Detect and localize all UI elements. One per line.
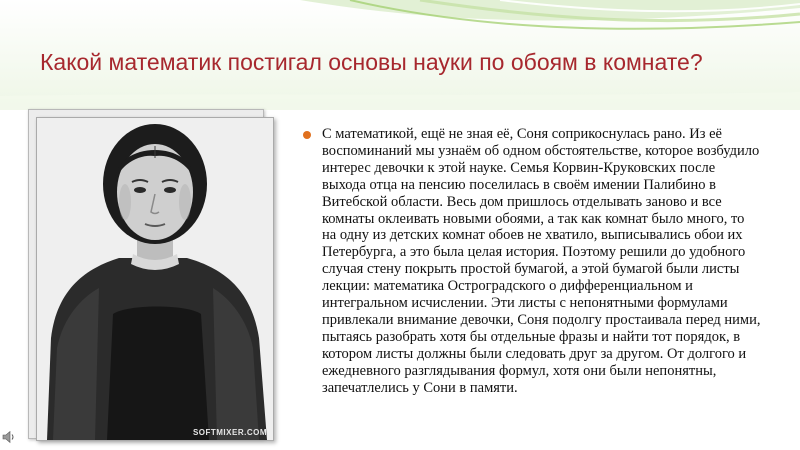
photo-watermark: SOFTMIXER.COM <box>192 428 267 437</box>
body-paragraph: С математикой, ещё не зная её, Соня соприкоснулась рано. Из её воспоминаний мы узнаём об одном обстоятельстве, которое возбудило интерес девочки к этой науке. Семья Корвин-Круковских после выхода отца на пенсию поселилась в своём имении Палибино в Витебской области. Весь дом пришлось отделывать заново и все комнаты оклеивать новыми обоями, а так как комнат было много, то на одну из детских комнат обоев не хватило, выписывались обои их Петербурга, а это была целая история. Поэтому решили до удобного случая стену покрыть простой бумагой, а этой бумагой были листы лекции: математика Остроградского о дифференциальном и интегральном исчислении. Эти листы с непонятными формулами привлекали внимание девочки, Соня подолгу простаивала перед ними, пытаясь разобрать хотя бы отдельные фразы и найти тот порядок, в котором листы должны были следовать друг за другом. От долгого и ежедневного разглядывания формул, хотя они были непонятны, запечатлелись у Сони в памяти. <box>322 126 761 396</box>
speaker-icon[interactable] <box>2 430 16 444</box>
orange-dot-bullet-icon <box>303 131 311 139</box>
slide-title: Какой математик постигал основы науки по обоям в комнате? <box>40 49 703 75</box>
portrait-photo <box>36 117 274 441</box>
portrait-illustration <box>37 118 273 440</box>
